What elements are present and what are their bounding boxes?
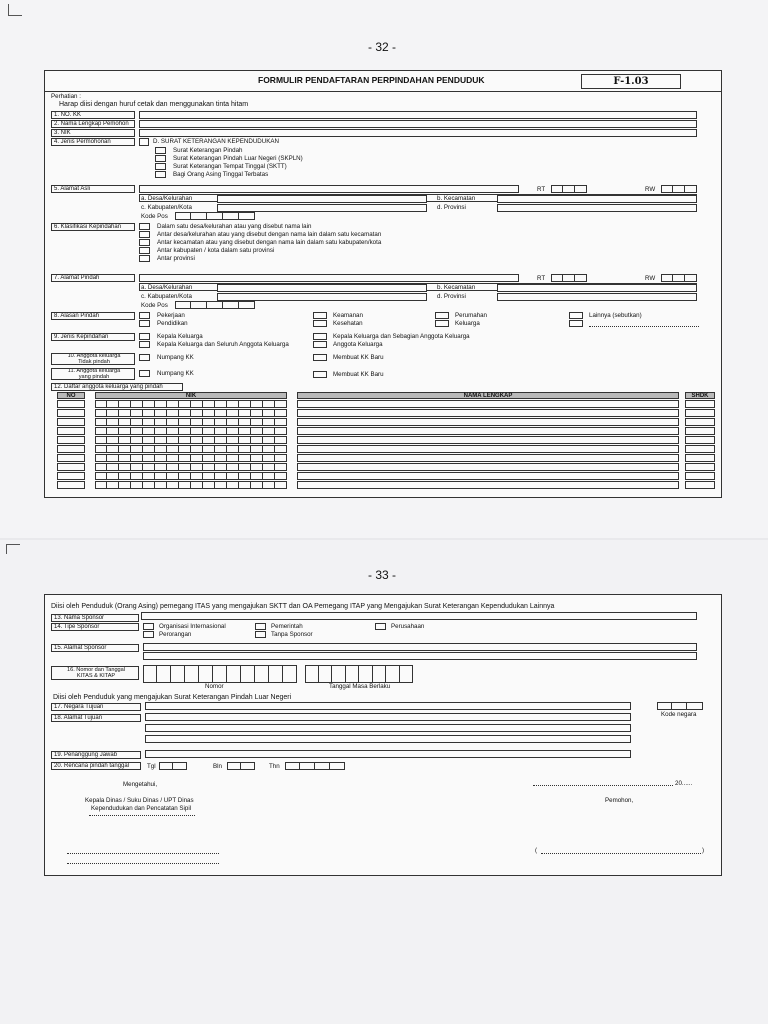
kepindahan-option-4: Anggota Keluarga bbox=[333, 341, 383, 348]
input-rt-asli[interactable] bbox=[551, 185, 587, 193]
label-nama-sponsor: 13. Nama Sponsor bbox=[51, 614, 139, 622]
header-shdk: SHDK bbox=[685, 392, 715, 399]
checkbox-kk-sebagian[interactable] bbox=[313, 333, 327, 340]
rw-label: RW bbox=[645, 186, 656, 193]
header-no: NO bbox=[57, 392, 85, 399]
table-nik-cells[interactable] bbox=[95, 409, 287, 417]
provinsi-label-2: d. Provinsi bbox=[437, 293, 466, 300]
label-anggota-tidak-line2: Tidak pindah bbox=[78, 358, 110, 365]
label-anggota-yang-pindah bbox=[51, 368, 135, 380]
checkbox-jenis-4[interactable] bbox=[155, 171, 166, 178]
table-nama-cell[interactable] bbox=[297, 454, 679, 462]
desa-label: a. Desa/Kelurahan bbox=[141, 195, 193, 202]
table-nik-cells[interactable] bbox=[95, 472, 287, 480]
table-nik-cells[interactable] bbox=[95, 454, 287, 462]
divider bbox=[45, 91, 721, 92]
input-desa-pindah[interactable] bbox=[217, 284, 427, 292]
input-nama[interactable] bbox=[139, 120, 697, 128]
table-shdk-cell[interactable] bbox=[685, 463, 715, 471]
input-alamat-tujuan-3[interactable] bbox=[145, 735, 631, 743]
table-shdk-cell[interactable] bbox=[685, 454, 715, 462]
input-penanggung-jawab[interactable] bbox=[145, 750, 631, 758]
tanggal-caption: Tanggal Masa Berlaku bbox=[329, 683, 391, 690]
table-nama-cell[interactable] bbox=[297, 463, 679, 471]
table-no-cell[interactable] bbox=[57, 481, 85, 489]
input-bln[interactable] bbox=[227, 762, 255, 770]
sponsor-pemerintah: Pemerintah bbox=[271, 623, 303, 630]
label-negara-tujuan: 17. Negara Tujuan bbox=[51, 703, 141, 711]
table-shdk-cell[interactable] bbox=[685, 436, 715, 444]
alasan-kesehatan: Kesehatan bbox=[333, 320, 363, 327]
checkbox-perumahan[interactable] bbox=[435, 312, 449, 319]
kecamatan-label-2: b. Kecamatan bbox=[437, 284, 476, 291]
kabupaten-label-2: c. Kabupaten/Kota bbox=[141, 293, 192, 300]
checkbox-keamanan[interactable] bbox=[313, 312, 327, 319]
header-nik: NIK bbox=[95, 392, 287, 399]
tidak-numpang: Numpang KK bbox=[157, 354, 194, 361]
kepala-line1: Kepala Dinas / Suku Dinas / UPT Dinas bbox=[85, 797, 194, 804]
table-no-cell[interactable] bbox=[57, 436, 85, 444]
nomor-caption: Nomor bbox=[205, 683, 224, 690]
table-no-cell[interactable] bbox=[57, 427, 85, 435]
sponsor-tanpa: Tanpa Sponsor bbox=[271, 631, 313, 638]
alasan-perumahan: Perumahan bbox=[455, 312, 487, 319]
crop-mark bbox=[8, 4, 22, 16]
label-nomor-kitas bbox=[51, 666, 139, 680]
label-nomor-line2: KITAS & KITAP bbox=[76, 673, 116, 680]
table-no-cell[interactable] bbox=[57, 463, 85, 471]
checkbox-klasifikasi-5[interactable] bbox=[139, 255, 150, 262]
input-nik[interactable] bbox=[139, 129, 697, 137]
input-tanggal-kitas[interactable] bbox=[305, 665, 413, 683]
checkbox-jenis-2[interactable] bbox=[155, 155, 166, 162]
label-alamat-tujuan: 18. Alamat Tujuan bbox=[51, 714, 141, 722]
input-rw-pindah[interactable] bbox=[661, 274, 697, 282]
input-alamat-tujuan-2[interactable] bbox=[145, 724, 631, 732]
input-alamat-sponsor-2[interactable] bbox=[143, 652, 697, 660]
input-kepala-nip[interactable] bbox=[89, 815, 195, 816]
table-nik-cells[interactable] bbox=[95, 418, 287, 426]
kepindahan-option-3: Kepala Keluarga dan Sebagian Anggota Keluarga bbox=[333, 333, 470, 340]
provinsi-label: d. Provinsi bbox=[437, 204, 466, 211]
alasan-pekerjaan: Pekerjaan bbox=[157, 312, 185, 319]
label-rencana-pindah: 20. Rencana pindah tanggal bbox=[51, 762, 141, 770]
checkbox-kk[interactable] bbox=[139, 333, 150, 340]
label-penanggung-jawab: 19. Penanggung Jawab bbox=[51, 751, 141, 759]
checkbox-pendidikan[interactable] bbox=[139, 320, 150, 327]
input-nama-sponsor[interactable] bbox=[141, 612, 697, 620]
table-shdk-cell[interactable] bbox=[685, 418, 715, 426]
table-shdk-cell[interactable] bbox=[685, 427, 715, 435]
sponsor-org-internasional: Organisasi Internasional bbox=[159, 623, 226, 630]
input-kodepos-asli[interactable] bbox=[175, 212, 255, 220]
thn-label: Thn bbox=[269, 763, 280, 770]
label-alamat-pindah: 7. Alamat Pindah bbox=[51, 274, 135, 282]
klasifikasi-option-3: Antar kecamatan atau yang disebut dengan nama lain dalam satu kabupaten/kota bbox=[157, 239, 382, 246]
table-shdk-cell[interactable] bbox=[685, 409, 715, 417]
jenis-option-3: Surat Keterangan Tempat Tinggal (SKTT) bbox=[173, 163, 287, 170]
table-nik-cells[interactable] bbox=[95, 463, 287, 471]
table-nik-cells[interactable] bbox=[95, 481, 287, 489]
table-nama-cell[interactable] bbox=[297, 445, 679, 453]
checkbox-keluarga[interactable] bbox=[435, 320, 449, 327]
checkbox-perusahaan[interactable] bbox=[375, 623, 386, 630]
checkbox-klasifikasi-2[interactable] bbox=[139, 231, 150, 238]
table-shdk-cell[interactable] bbox=[685, 400, 715, 408]
sponsor-perusahaan: Perusahaan bbox=[391, 623, 425, 630]
klasifikasi-option-5: Antar provinsi bbox=[157, 255, 195, 262]
desa-label-2: a. Desa/Kelurahan bbox=[141, 284, 193, 291]
label-no-kk: 1. NO. KK bbox=[51, 111, 135, 119]
checkbox-lainnya[interactable] bbox=[569, 312, 583, 319]
yang-numpang: Numpang KK bbox=[157, 370, 194, 377]
label-daftar: 12. Daftar anggota keluarga yang pindah bbox=[51, 383, 183, 391]
kode-negara-caption: Kode negara bbox=[661, 711, 697, 718]
table-no-cell[interactable] bbox=[57, 418, 85, 426]
checkbox-tanpa-sponsor[interactable] bbox=[255, 631, 266, 638]
table-nik-cells[interactable] bbox=[95, 427, 287, 435]
page-number: - 32 - bbox=[368, 40, 397, 54]
crop-mark-2 bbox=[6, 544, 20, 554]
checkbox-kesehatan[interactable] bbox=[313, 320, 327, 327]
checkbox-yang-baru[interactable] bbox=[313, 371, 327, 378]
label-anggota-tidak-line1: 10. Anggota keluarga bbox=[67, 353, 121, 359]
checkbox-klasifikasi-3[interactable] bbox=[139, 239, 150, 246]
input-alamat-asli[interactable] bbox=[139, 185, 519, 193]
input-rt-pindah[interactable] bbox=[551, 274, 587, 282]
checkbox-pekerjaan[interactable] bbox=[139, 312, 150, 319]
checkbox-anggota[interactable] bbox=[313, 341, 327, 348]
alasan-lainnya: Lainnya (sebutkan) bbox=[589, 312, 642, 319]
form-code: F-1.03 bbox=[581, 74, 681, 89]
klasifikasi-option-2: Antar desa/kelurahan atau yang disebut dengan nama lain dalam satu kecamatan bbox=[157, 231, 382, 238]
checkbox-org-internasional[interactable] bbox=[143, 623, 154, 630]
kepala-line2: Kependudukan dan Pencatatan Sipil bbox=[91, 805, 192, 812]
kodepos-label-2: Kode Pos bbox=[141, 302, 168, 309]
label-alasan: 8. Alasan Pindah bbox=[51, 312, 135, 320]
page-number-2: - 33 - bbox=[368, 568, 397, 582]
label-nama: 2. Nama Lengkap Pemohon bbox=[51, 120, 135, 128]
form-frame bbox=[44, 70, 722, 498]
kecamatan-label: b. Kecamatan bbox=[437, 195, 476, 202]
checkbox-lainnya-2[interactable] bbox=[569, 320, 583, 327]
table-nama-cell[interactable] bbox=[297, 472, 679, 480]
table-nama-cell[interactable] bbox=[297, 481, 679, 489]
label-alamat-asli: 5. Alamat Asli bbox=[51, 185, 135, 193]
table-no-cell[interactable] bbox=[57, 445, 85, 453]
label-anggota-yang-line1: 11. Anggota keluarga bbox=[67, 368, 121, 374]
mengetahui: Mengetahui, bbox=[123, 781, 158, 788]
kodepos-label: Kode Pos bbox=[141, 213, 168, 220]
label-tipe-sponsor: 14. Tipe Sponsor bbox=[51, 623, 139, 631]
checkbox-perorangan[interactable] bbox=[143, 631, 154, 638]
paren-open: ( bbox=[535, 847, 538, 854]
label-jenis-kepindahan: 9. Jenis Kepindahan bbox=[51, 333, 135, 341]
alasan-keluarga: Keluarga bbox=[455, 320, 480, 327]
input-kepala-nama[interactable] bbox=[67, 853, 219, 854]
input-rw-asli[interactable] bbox=[661, 185, 697, 193]
checkbox-klasifikasi-1[interactable] bbox=[139, 223, 150, 230]
table-no-cell[interactable] bbox=[57, 400, 85, 408]
alasan-keamanan: Keamanan bbox=[333, 312, 363, 319]
table-nik-cells[interactable] bbox=[95, 436, 287, 444]
input-pemohon-nama[interactable] bbox=[541, 853, 701, 854]
table-nama-cell[interactable] bbox=[297, 418, 679, 426]
input-lainnya[interactable] bbox=[589, 326, 699, 327]
perhatian: Perhatian : bbox=[51, 93, 81, 100]
input-kecamatan-pindah[interactable] bbox=[497, 284, 697, 292]
label-nik: 3. NIK bbox=[51, 129, 135, 137]
table-no-cell[interactable] bbox=[57, 472, 85, 480]
input-alamat-pindah[interactable] bbox=[139, 274, 519, 282]
jenis-option-2: Surat Keterangan Pindah Luar Negeri (SKPLN) bbox=[173, 155, 303, 162]
date-suffix: 20...... bbox=[675, 780, 693, 787]
intro-text: Diisi oleh Penduduk (Orang Asing) pemegang ITAS yang mengajukan SKTT dan OA Pemegang ITAP yang Mengajukan Surat Keterangan Kependudukan Lainnya bbox=[51, 603, 555, 610]
checkbox-jenis-1[interactable] bbox=[155, 147, 166, 154]
checkbox-tidak-numpang[interactable] bbox=[139, 354, 150, 361]
label-anggota-yang-line2: yang pindah bbox=[78, 373, 110, 380]
jenis-option-4: Bagi Orang Asing Tinggal Terbatas bbox=[173, 171, 269, 178]
bln-label: Bln bbox=[213, 763, 222, 770]
sponsor-perorangan: Perorangan bbox=[159, 631, 192, 638]
header-nama: NAMA LENGKAP bbox=[297, 392, 679, 399]
table-nama-cell[interactable] bbox=[297, 409, 679, 417]
alasan-pendidikan: Pendidikan bbox=[157, 320, 188, 327]
input-tempat-tanggal[interactable] bbox=[533, 785, 673, 786]
rw-label-2: RW bbox=[645, 275, 656, 282]
luar-negeri-intro: Diisi oleh Penduduk yang mengajukan Surat Keterangan Pindah Luar Negeri bbox=[53, 694, 292, 701]
tidak-baru: Membuat KK Baru bbox=[333, 354, 384, 361]
checkbox-jenis-3[interactable] bbox=[155, 163, 166, 170]
label-nomor-line1: 16. Nomor dan Tanggal bbox=[66, 667, 126, 673]
input-thn[interactable] bbox=[285, 762, 345, 770]
checkbox-tidak-baru[interactable] bbox=[313, 354, 327, 361]
table-nama-cell[interactable] bbox=[297, 400, 679, 408]
label-jenis-permohonan: 4. Jenis Permohonan bbox=[51, 138, 135, 146]
table-no-cell[interactable] bbox=[57, 409, 85, 417]
kepindahan-option-2: Kepala Keluarga dan Seluruh Anggota Keluarga bbox=[157, 341, 289, 348]
input-kabupaten-pindah[interactable] bbox=[217, 293, 427, 301]
klasifikasi-option-4: Antar kabupaten / kota dalam satu provinsi bbox=[157, 247, 275, 254]
checkbox-kk-seluruh[interactable] bbox=[139, 341, 150, 348]
table-nama-cell[interactable] bbox=[297, 436, 679, 444]
table-shdk-cell[interactable] bbox=[685, 481, 715, 489]
table-shdk-cell[interactable] bbox=[685, 445, 715, 453]
label-klasifikasi: 6. Klasifikasi Kepindahan bbox=[51, 223, 135, 231]
klasifikasi-option-1: Dalam satu desa/kelurahan atau yang disebut nama lain bbox=[157, 223, 312, 230]
paren-close: ) bbox=[702, 847, 705, 854]
rt-label: RT bbox=[537, 186, 546, 193]
instruction: Harap diisi dengan huruf cetak dan menggunakan tinta hitam bbox=[59, 101, 249, 108]
table-nik-cells[interactable] bbox=[95, 400, 287, 408]
input-provinsi-asli[interactable] bbox=[497, 204, 697, 212]
pemohon: Pemohon, bbox=[605, 797, 634, 804]
yang-baru: Membuat KK Baru bbox=[333, 371, 384, 378]
label-alamat-sponsor: 15. Alamat Sponsor bbox=[51, 644, 139, 652]
input-nomor-kitas[interactable] bbox=[143, 665, 297, 683]
checkbox-pemerintah[interactable] bbox=[255, 623, 266, 630]
table-no-cell[interactable] bbox=[57, 454, 85, 462]
tgl-label: Tgl bbox=[147, 763, 156, 770]
input-tgl[interactable] bbox=[159, 762, 187, 770]
input-kepala-nip-2[interactable] bbox=[67, 863, 219, 864]
table-nama-cell[interactable] bbox=[297, 427, 679, 435]
checkbox-surat-keterangan[interactable] bbox=[139, 138, 149, 146]
label-anggota-tidak-pindah bbox=[51, 353, 135, 365]
checkbox-klasifikasi-4[interactable] bbox=[139, 247, 150, 254]
kabupaten-label: c. Kabupaten/Kota bbox=[141, 204, 192, 211]
jenis-option-1: Surat Keterangan Pindah bbox=[173, 147, 243, 154]
input-desa-asli[interactable] bbox=[217, 195, 427, 203]
input-kodepos-pindah[interactable] bbox=[175, 301, 255, 309]
input-kode-negara[interactable] bbox=[657, 702, 703, 710]
input-kecamatan-asli[interactable] bbox=[497, 195, 697, 203]
table-shdk-cell[interactable] bbox=[685, 472, 715, 480]
input-alamat-sponsor[interactable] bbox=[143, 643, 697, 651]
form-frame-2 bbox=[44, 594, 722, 876]
jenis-heading: D. SURAT KETERANGAN KEPENDUDUKAN bbox=[153, 138, 279, 145]
table-nik-cells[interactable] bbox=[95, 445, 287, 453]
input-kabupaten-asli[interactable] bbox=[217, 204, 427, 212]
input-alamat-tujuan[interactable] bbox=[145, 713, 631, 721]
rt-label-2: RT bbox=[537, 275, 546, 282]
input-negara-tujuan[interactable] bbox=[145, 702, 631, 710]
form-title: FORMULIR PENDAFTARAN PERPINDAHAN PENDUDUK bbox=[258, 75, 485, 85]
checkbox-yang-numpang[interactable] bbox=[139, 370, 150, 377]
page-33 bbox=[0, 540, 768, 1024]
kepindahan-option-1: Kepala Keluarga bbox=[157, 333, 203, 340]
input-no-kk[interactable] bbox=[139, 111, 697, 119]
input-provinsi-pindah[interactable] bbox=[497, 293, 697, 301]
